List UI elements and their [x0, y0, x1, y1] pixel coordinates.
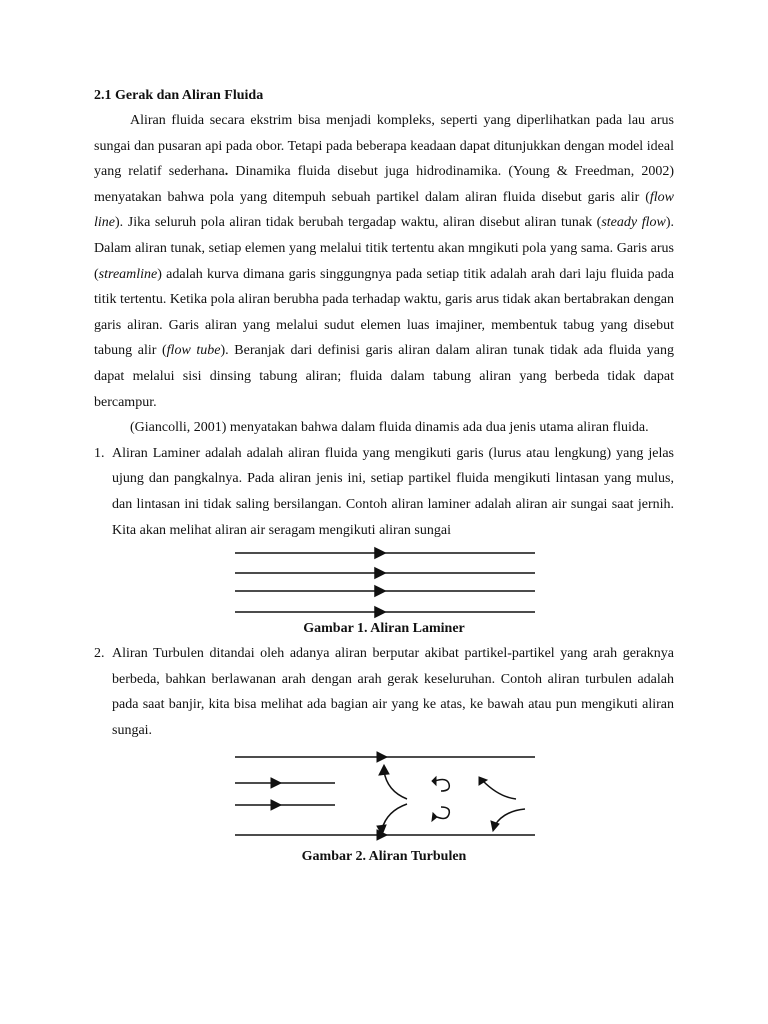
text-run: ). Dalam aliran tunak, setiap elemen yang melalui titik tertentu akan mngikuti pola yang sama. Garis arus (: [94, 215, 674, 282]
text-run: ) adalah kurva dimana garis singgungnya pada setiap titik adalah arah dari laju fluida pada titik tertentu. Ketika pola aliran berubha pada terhadap waktu, garis arus tidak akan bertabrakan dengan garis aliran. Garis aliran yang melalui sudut elemen luas imajiner, membentuk tabug yang disebut tabung alir (: [94, 266, 674, 359]
term-flow-line: flow line: [94, 189, 674, 231]
term-steady-flow: steady flow: [601, 215, 666, 231]
list-item-text: Aliran Laminer adalah adalah aliran fluida yang mengikuti garis (lurus atau lengkung) yang jelas ujung dan pangkalnya. Pada aliran jenis ini, setiap partikel fluida mengikuti lintasan yang mulus, dan lintasan ini tidak saling bersilangan. Contoh aliran laminer adalah aliran air sungai saat jernih. Kita akan melihat aliran air seragam mengikuti aliran sungai: [112, 445, 674, 538]
paragraph-giancolli: (Giancolli, 2001) menyatakan bahwa dalam fluida dinamis ada dua jenis utama aliran fluida.: [130, 420, 649, 436]
document-page: [94, 84, 674, 867]
list-item-text: Aliran Turbulen ditandai oleh adanya aliran berputar akibat partikel-partikel yang arah geraknya berbeda, bahkan berlawanan arah dengan arah gerak keseluruhan. Contoh aliran turbulen adalah pada saat banjir, kita bisa melihat ada bagian air yang ke atas, ke bawah atau pun mengikuti aliran sungai.: [112, 646, 674, 738]
text-run-bold: .: [224, 164, 229, 180]
flow-types-list: [94, 441, 674, 868]
figure1-caption: Gambar 1. Aliran Laminer: [303, 621, 465, 637]
section-title: 2.1 Gerak dan Aliran Fluida: [94, 88, 264, 103]
term-streamline: streamline: [98, 266, 158, 282]
figure2-caption: Gambar 2. Aliran Turbulen: [301, 849, 467, 865]
list-item: [94, 441, 674, 543]
text-run: ). Jika seluruh pola aliran tidak berubah tergadap waktu, aliran disebut aliran tunak (: [115, 215, 602, 231]
text-run: ). Beranjak dari definisi garis aliran dalam aliran tunak tidak ada fluida yang dapat melalui sisi dinsing tabung aliran; fluida dalam tabung aliran yang berbeda tidak dapat bercampur.: [94, 343, 674, 410]
laminar-flow-diagram: [229, 543, 539, 619]
text-run: Dinamika fluida disebut juga hidrodinamika. (Young & Freedman, 2002) menyatakan bahwa pola yang ditempuh sebuah partikel dalam aliran fluida disebut garis alir (: [94, 164, 674, 205]
text-run: Aliran fluida secara ekstrim bisa menjadi kompleks, seperti yang diperlihatkan pada lau arus sungai dan pusaran api pada obor. Tetapi pada beberapa keadaan dapat ditunjukkan dengan model ideal yang relatif sederhana: [94, 113, 674, 180]
term-flow-tube: flow tube: [166, 343, 221, 359]
list-number: 1.: [94, 445, 105, 461]
list-item: [94, 641, 674, 743]
list-number: 2.: [94, 646, 105, 662]
turbulent-flow-diagram: [229, 751, 539, 843]
paragraph-fluid-flow: [94, 108, 674, 415]
